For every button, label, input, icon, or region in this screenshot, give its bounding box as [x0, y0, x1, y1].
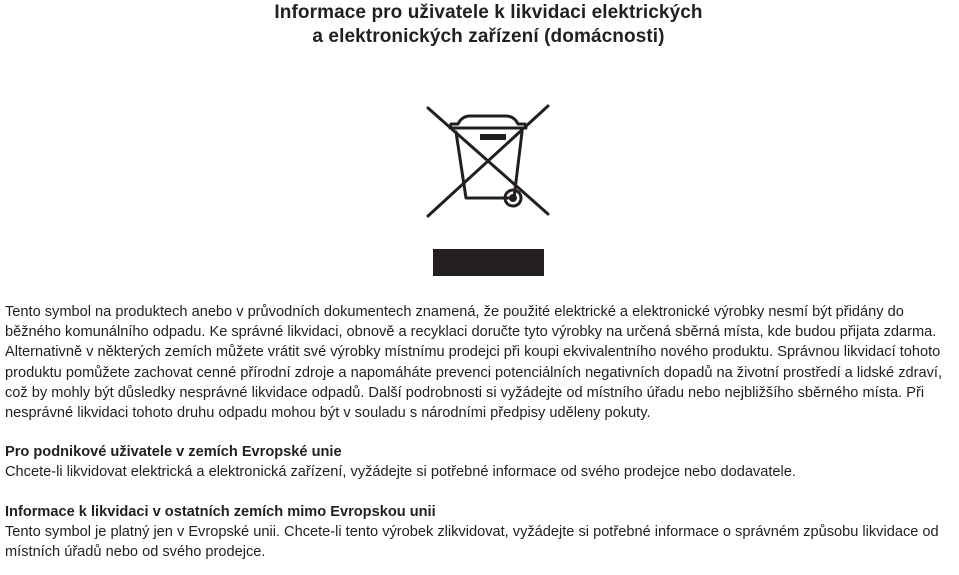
title-line-1: Informace pro uživatele k likvidaci elektrických: [274, 2, 703, 23]
content: [5, 302, 955, 562]
title-line-2: a elektronických zařízení (domácnosti): [312, 26, 665, 47]
paragraph-disposal-info: Tento symbol na produktech anebo v průvodních dokumentech znamená, že použité elektrické a elektronické výrobky nesmí být přidány do běžného komunálního odpadu. Ke správné likvidaci, obnově a recyklaci doručte tyto výrobky na určená sběrná místa, kde budou přijata zdarma. Alternativně v některých zemích můžete vrátit své výrobky místnímu prodejci při koupi ekvivalentního nového produktu. Správnou likvidací tohoto produktu pomůžete zachovat cenné přírodní zdroje a napomáháte prevenci potenciálních negativních dopadů na životní prostředí a lidské zdraví, což by mohly být důsledky nesprávné likvidace odpadů. Další podrobnosti si vyžádejte od místního úřadu nebo nejbližšího sběrného místa. Při nesprávné likvidaci tohoto druhu odpadu mohou být v souladu s národními předpisy uděleny pokuty.: [5, 304, 943, 422]
crossed-out-wheeled-bin-icon: [422, 94, 552, 278]
symbol-bar: [433, 249, 544, 276]
bin-label: [480, 134, 506, 140]
business-heading: Pro podnikové uživatele v zemích Evropské unie: [5, 444, 342, 461]
other-countries-text: Tento symbol je platný jen v Evropské unii. Chcete-li tento výrobek zlikvidovat, vyžádejte si potřebné informace o správném způsobu likvidace od místních úřadů nebo od svého prodejce.: [5, 523, 939, 561]
page-title: [0, 0, 959, 49]
bin-lid: [450, 116, 526, 128]
business-text: Chcete-li likvidovat elektrická a elektronická zařízení, vyžádejte si potřebné informace od svého prodejce nebo dodavatele.: [5, 464, 796, 481]
other-countries-heading: Informace k likvidaci v ostatních zemích mimo Evropskou unii: [5, 503, 436, 520]
